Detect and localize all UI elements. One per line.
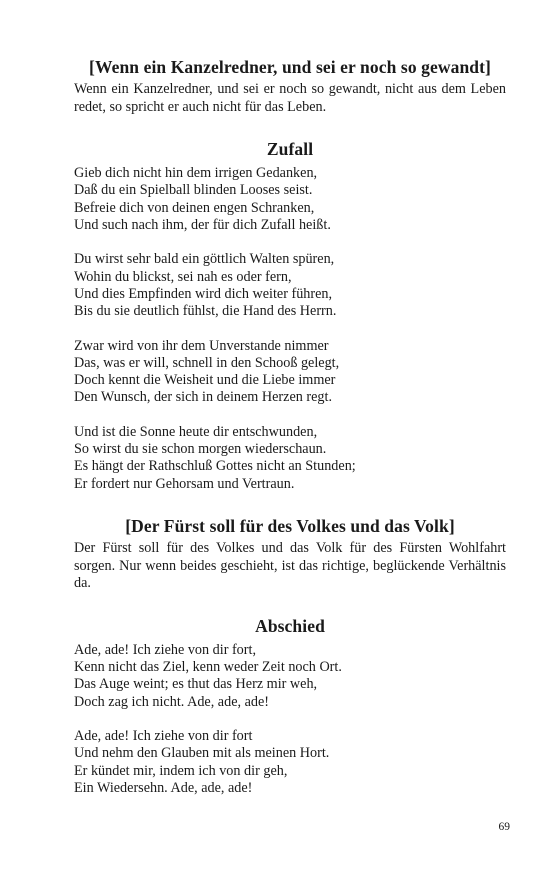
prose-paragraph: Wenn ein Kanzelredner, und sei er noch so gewandt, nicht aus dem Leben redet, so spricht er auch nicht für das Leben.: [74, 81, 506, 115]
verse-line: Doch zag ich nicht. Ade, ade, ade!: [74, 693, 269, 710]
stanza: [74, 165, 506, 234]
verse-line: So wirst du sie schon morgen wiederschaun.: [74, 441, 327, 458]
verse-line: Daß du ein Spielball blinden Looses seist.: [74, 182, 313, 199]
verse-line: Wohin du blickst, sei nah es oder fern,: [74, 268, 292, 285]
verse-line: Das Auge weint; es thut das Herz mir weh,: [74, 676, 318, 693]
verse-line: Und ist die Sonne heute dir entschwunden,: [74, 423, 318, 440]
verse-line: Gieb dich nicht hin dem irrigen Gedanken,: [74, 165, 318, 182]
poem-zufall: [74, 138, 506, 493]
page-number: 69: [498, 821, 510, 833]
verse-line: Ade, ade! Ich ziehe von dir fort,: [74, 641, 256, 658]
verse-line: Es hängt der Rathschluß Gottes nicht an Stunden;: [74, 458, 356, 475]
stanza: [74, 424, 506, 493]
verse-line: Befreie dich von deinen engen Schranken,: [74, 199, 315, 216]
stanza: [74, 251, 506, 320]
poem-title: Abschied: [255, 615, 325, 636]
poem-title: Zufall: [266, 139, 314, 160]
verse-line: Und dies Empfinden wird dich weiter führen,: [74, 285, 333, 302]
verse-line: Er kündet mir, indem ich von dir geh,: [74, 762, 288, 779]
book-page: [74, 56, 506, 797]
stanza: [74, 338, 506, 407]
section-title: [Wenn ein Kanzelredner, und sei er noch so gewandt]: [89, 57, 491, 77]
verse-line: Und such nach ihm, der für dich Zufall heißt.: [74, 217, 331, 234]
verse-line: Ade, ade! Ich ziehe von dir fort: [74, 727, 253, 744]
section-fuerst: [74, 515, 506, 593]
verse-line: Den Wunsch, der sich in deinem Herzen regt.: [74, 389, 332, 406]
verse-line: Doch kennt die Weisheit und die Liebe immer: [74, 372, 336, 389]
verse-line: Bis du sie deutlich fühlst, die Hand des Herrn.: [74, 303, 337, 320]
verse-line: Ein Wiedersehn. Ade, ade, ade!: [74, 779, 253, 796]
stanza: [74, 728, 506, 797]
prose-paragraph: Der Fürst soll für des Volkes und das Volk für des Fürsten Wohlfahrt sorgen. Nur wenn beides geschieht, ist das richtige, beglückende Verhältnis da.: [74, 539, 506, 592]
verse-line: Er fordert nur Gehorsam und Vertraun.: [74, 475, 295, 492]
verse-line: Kenn nicht das Ziel, kenn weder Zeit noch Ort.: [74, 659, 342, 676]
poem-abschied: [74, 615, 506, 797]
section-title: [Der Fürst soll für des Volkes und das Volk]: [125, 515, 455, 536]
verse-line: Das, was er will, schnell in den Schooß gelegt,: [74, 354, 340, 371]
section-kanzelredner: [74, 56, 506, 116]
verse-line: Und nehm den Glauben mit als meinen Hort.: [74, 745, 330, 762]
stanza: [74, 642, 506, 711]
verse-line: Zwar wird von ihr dem Unverstande nimmer: [74, 337, 329, 354]
verse-line: Du wirst sehr bald ein göttlich Walten spüren,: [74, 251, 335, 268]
